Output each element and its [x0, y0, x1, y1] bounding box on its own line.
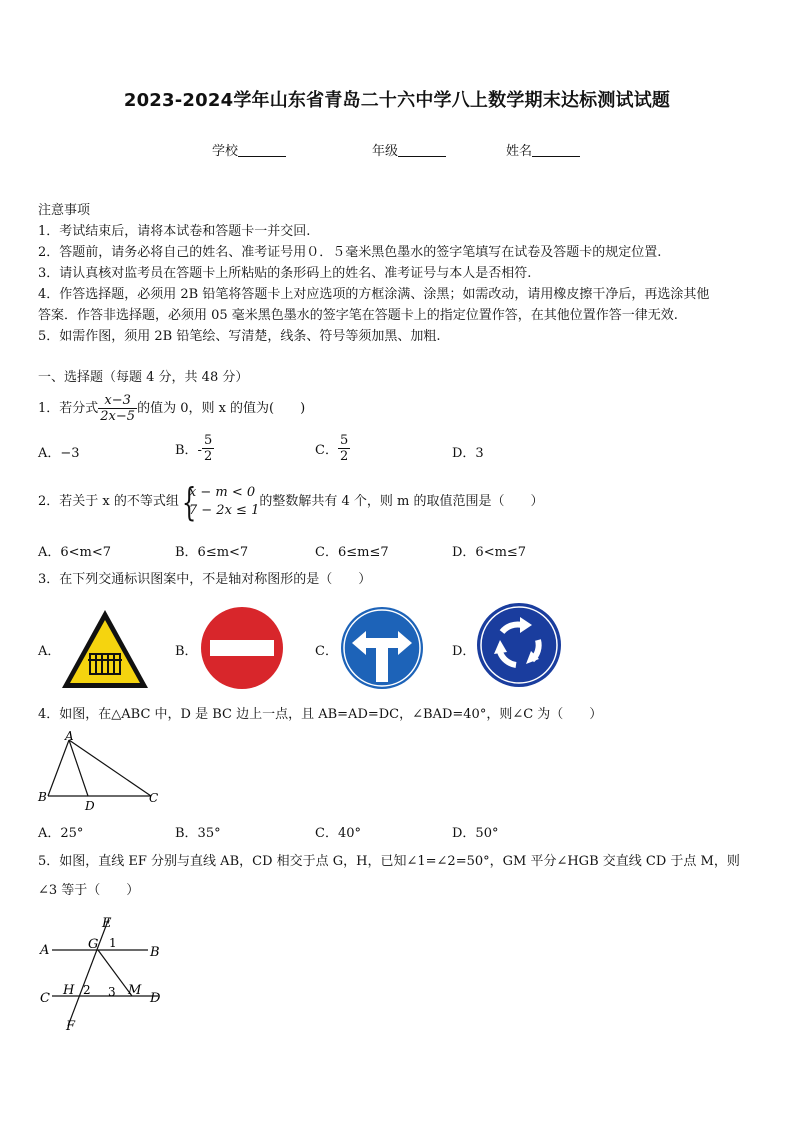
label-B: B: [38, 790, 47, 804]
name-blank[interactable]: [532, 144, 580, 157]
notice-heading: 注意事项: [38, 203, 91, 218]
label-D: D: [85, 799, 95, 813]
label-E: E: [102, 916, 112, 931]
grade-blank[interactable]: [398, 144, 446, 157]
page-title: 2023-2024学年山东省青岛二十六中学八上数学期末达标测试试题: [123, 90, 671, 111]
q4-option-a[interactable]: A．25°: [38, 826, 84, 841]
notice-item: 3．请认真核对监考员在答题卡上所粘贴的条形码上的姓名、准考证号与本人是否相符.: [38, 266, 532, 281]
label-C: C: [40, 991, 50, 1006]
label-D: D: [150, 991, 161, 1006]
angle-3-label: 3: [108, 985, 116, 999]
notice-item: 5．如需作图，须用 2B 铅笔绘、写清楚，线条、符号等须加黑、加粗.: [38, 329, 441, 344]
question-4: 4．如图，在△ABC 中，D 是 BC 边上一点，且 AB=AD=DC，∠BAD=40°，则∠C 为（ ）: [38, 707, 603, 722]
question-1: [38, 390, 305, 428]
q2-option-b[interactable]: B．6≤m<7: [175, 545, 249, 560]
q1-option-a[interactable]: A．−3: [38, 446, 80, 461]
school-field[interactable]: [212, 140, 286, 159]
label-C: C: [149, 791, 159, 805]
q4-option-d[interactable]: D．50°: [452, 826, 499, 841]
q3-option-a-label[interactable]: A．: [38, 644, 61, 659]
q2-suffix: 的整数解共有 4 个，则 m 的取值范围是（ ）: [259, 494, 544, 509]
q1-b-fraction: [202, 433, 214, 464]
notice-item: 4．作答选择题，必须用 2B 铅笔将答题卡上对应选项的方框涂满、涂黑；如需改动，请用橡皮擦干净后，再选涂其他: [38, 287, 710, 302]
label-F: F: [66, 1019, 76, 1032]
q3-option-d-label[interactable]: D．: [452, 644, 476, 659]
q4-option-c[interactable]: C．40°: [315, 826, 361, 841]
q2-line-2: 7 − 2x ≤ 1: [188, 502, 260, 518]
label-A: A: [40, 943, 50, 958]
q4-option-b[interactable]: B．35°: [175, 826, 221, 841]
notice-item: 1．考试结束后，请将本试卷和答题卡一并交回.: [38, 224, 311, 239]
go-left-right-sign-icon[interactable]: [340, 606, 424, 690]
q1-option-d[interactable]: D．3: [452, 446, 484, 461]
roundabout-sign-icon[interactable]: [476, 602, 562, 688]
label-G: G: [88, 937, 99, 952]
label-B: B: [150, 945, 160, 960]
q2-option-c[interactable]: C．6≤m≤7: [315, 545, 389, 560]
grade-field[interactable]: [372, 140, 446, 159]
q3-option-c-label[interactable]: C．: [315, 644, 338, 659]
q2-option-d[interactable]: D．6<m≤7: [452, 545, 527, 560]
label-A: A: [65, 730, 74, 743]
q1-fraction: [98, 393, 137, 424]
name-label: 姓名: [506, 144, 533, 159]
q1-b-label: B．-: [175, 443, 202, 458]
q1-denominator: 2x−5: [100, 409, 136, 424]
parallel-lines-figure: [36, 910, 172, 1032]
question-5-line-1: 5．如图，直线 EF 分别与直线 AB，CD 相交于点 G，H，已知∠1=∠2=50°，GM 平分∠HGB 交直线 CD 于点 M，则: [38, 854, 740, 869]
q2-line-1: x − m < 0: [188, 484, 256, 500]
q1-c-label: C．: [315, 443, 338, 458]
q3-option-b-label[interactable]: B．: [175, 644, 198, 659]
q1-suffix: 的值为 0，则 x 的值为( ): [137, 401, 306, 416]
grade-label: 年级: [372, 144, 399, 159]
q1-b-den: 2: [203, 449, 213, 464]
question-5-line-2: ∠3 等于（ ）: [38, 883, 140, 898]
warning-railway-crossing-sign-icon[interactable]: [60, 608, 150, 690]
q1-c-num: 5: [339, 433, 349, 448]
notice-section: [38, 200, 709, 347]
question-2: [38, 479, 544, 524]
q1-c-den: 2: [339, 449, 349, 464]
triangle-abc-figure: [36, 730, 162, 814]
notice-item: 答案．作答非选择题，必须用 05 毫米黑色墨水的签字笔在答题卡上的指定位置作答，在其他位置作答一律无效.: [38, 308, 678, 323]
question-3: 3．在下列交通标识图案中，不是轴对称图形的是（ ）: [38, 572, 372, 587]
school-label: 学校: [212, 144, 239, 159]
q1-option-b[interactable]: [175, 433, 214, 464]
no-entry-sign-icon[interactable]: [200, 606, 284, 690]
q1-b-num: 5: [203, 433, 213, 448]
label-M: M: [128, 983, 142, 998]
label-H: H: [63, 983, 75, 998]
angle-2-label: 2: [83, 983, 91, 997]
q2-prefix: 2．若关于 x 的不等式组: [38, 494, 179, 509]
q1-c-fraction: [338, 433, 350, 464]
brace-icon: {: [181, 479, 197, 524]
notice-item: 2．答题前，请务必将自己的姓名、准考证号用０．５毫米黑色墨水的签字笔填写在试卷及答题卡的规定位置.: [38, 245, 662, 260]
q2-option-a[interactable]: A．6<m<7: [38, 545, 112, 560]
q1-prefix: 1．若分式: [38, 401, 99, 416]
q2-inequality-system: [179, 479, 260, 524]
q1-option-c[interactable]: [315, 433, 350, 464]
angle-1-label: 1: [109, 936, 117, 950]
name-field[interactable]: [506, 140, 580, 159]
section-heading: 一、选择题（每题 4 分，共 48 分）: [38, 370, 249, 385]
school-blank[interactable]: [238, 144, 286, 157]
q1-numerator: x−3: [98, 393, 137, 409]
